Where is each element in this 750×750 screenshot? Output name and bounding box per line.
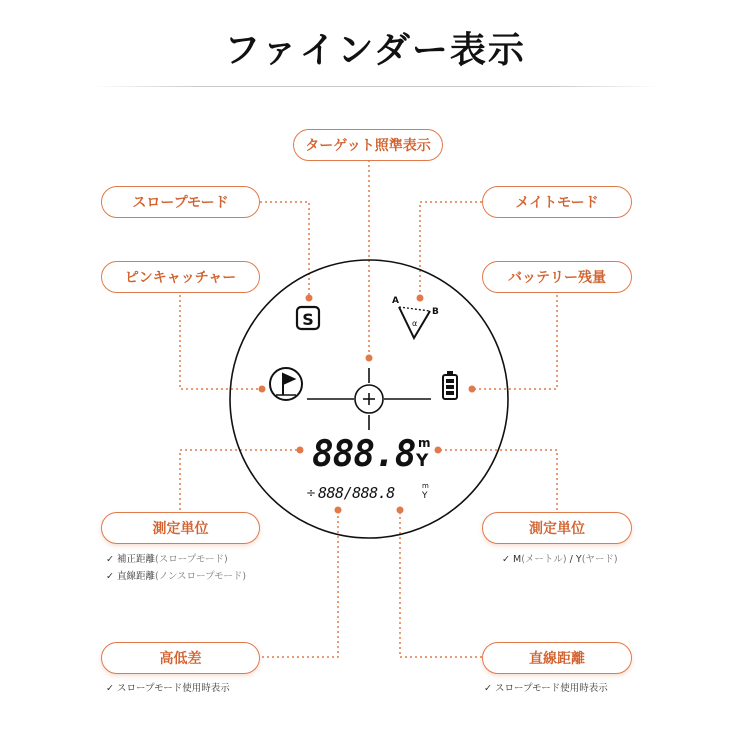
label-battery: バッテリー残量 [482, 261, 632, 293]
note-straight-distance-left: ✓ 直線距離(ノンスロープモード) [106, 571, 247, 582]
meito-triangle-icon [392, 296, 439, 338]
label-pin-catcher: ピンキャッチャー [101, 261, 260, 293]
battery-icon [443, 371, 457, 399]
slope-letter: S [302, 310, 314, 329]
meito-a-label: A [392, 296, 399, 306]
sub-unit-m: m [422, 482, 429, 490]
sub-distance-digits: 888/888.8 [318, 484, 395, 502]
check-icon: ✓ [484, 683, 492, 694]
connector-dots [259, 295, 476, 514]
flag-pin-icon [270, 368, 302, 400]
main-distance-digits: 888.8 [312, 434, 416, 475]
label-height-diff: 高低差 [101, 642, 260, 674]
meito-b-label: B [432, 307, 439, 317]
sub-unit-y: Y [422, 491, 428, 501]
check-icon: ✓ [106, 571, 114, 582]
main-unit-m: m [418, 436, 431, 450]
note-height-diff: ✓ スロープモード使用時表示 [106, 683, 230, 694]
label-meito-mode: メイトモード [482, 186, 632, 218]
sub-sign: ÷ [306, 486, 317, 500]
crosshair-icon [307, 368, 431, 430]
label-straight-distance: 直線距離 [482, 642, 632, 674]
label-unit-left: 測定単位 [101, 512, 260, 544]
label-unit-right: 測定単位 [482, 512, 632, 544]
meito-alpha-label: α [412, 319, 418, 328]
label-target-aim: ターゲット照準表示 [293, 129, 443, 161]
label-slope-mode: スロープモード [101, 186, 260, 218]
note-unit-right: ✓ M(メートル) / Y(ヤード) [502, 554, 618, 565]
check-icon: ✓ [106, 683, 114, 694]
check-icon: ✓ [106, 554, 114, 565]
page-title: ファインダー表示 [224, 30, 526, 71]
connector-lines [180, 160, 557, 657]
note-straight-distance-right: ✓ スロープモード使用時表示 [484, 683, 608, 694]
main-unit-y: Y [416, 451, 429, 471]
note-corrected-distance: ✓ 補正距離(スロープモード) [106, 554, 228, 565]
check-icon: ✓ [502, 554, 510, 565]
slope-s-icon [297, 307, 319, 329]
